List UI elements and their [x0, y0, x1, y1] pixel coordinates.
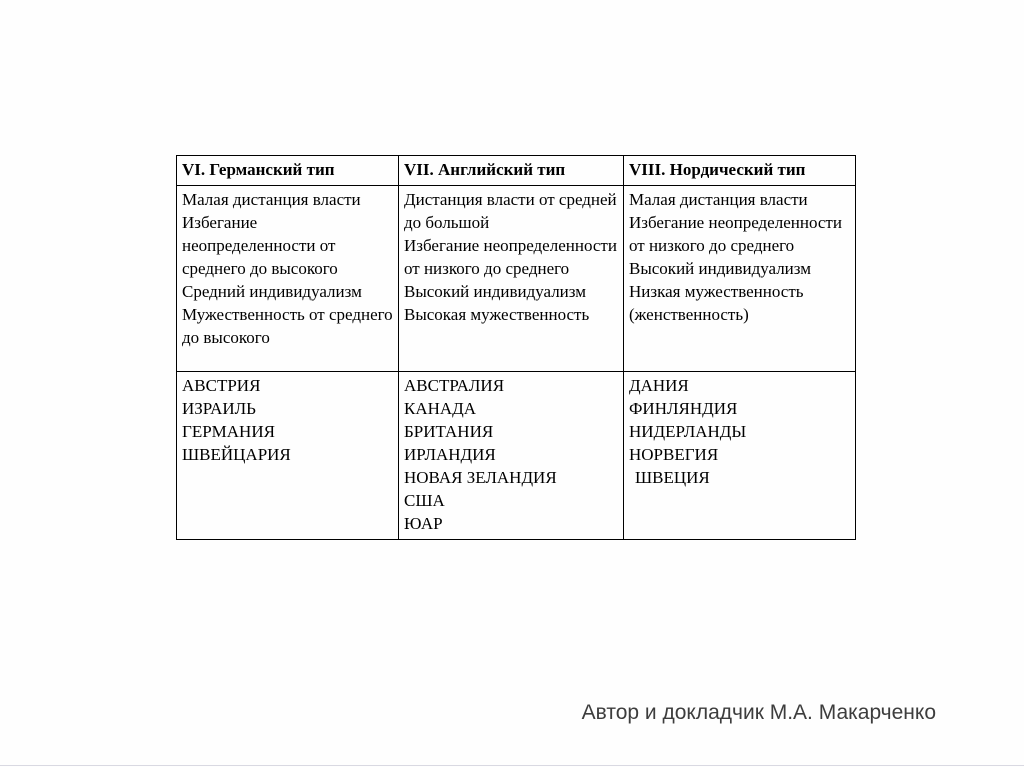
author-credit: Автор и докладчик М.А. Макарченко	[581, 701, 936, 724]
slide-bottom-border	[0, 765, 1024, 766]
country-line: АВСТРИЯ	[182, 376, 261, 395]
country-line: НОРВЕГИЯ	[629, 445, 719, 464]
characteristic-line: Малая дистанция власти	[182, 190, 361, 209]
cell-germanic-characteristics	[177, 186, 399, 372]
characteristic-line: Мужественность от среднего до высокого	[182, 305, 393, 347]
cell-english-characteristics	[399, 186, 624, 372]
characteristic-line: Избегание неопределенности от низкого до среднего	[629, 213, 842, 255]
header-cell-germanic: VI. Германский тип	[177, 156, 399, 186]
header-cell-english: VII. Английский тип	[399, 156, 624, 186]
country-line: ГЕРМАНИЯ	[182, 422, 275, 441]
cell-nordic-countries	[624, 372, 856, 540]
country-line: НИДЕРЛАНДЫ	[629, 422, 747, 441]
country-line: ЮАР	[404, 514, 443, 533]
country-line: ДАНИЯ	[629, 376, 689, 395]
characteristic-line: Избегание неопределенности от среднего до высокого	[182, 213, 338, 278]
characteristic-line: Средний индивидуализм	[182, 282, 362, 301]
culture-types-table	[176, 155, 856, 540]
country-line: ИЗРАИЛЬ	[182, 399, 256, 418]
country-line: АВСТРАЛИЯ	[404, 376, 505, 395]
country-line: ШВЕЙЦАРИЯ	[182, 445, 291, 464]
country-line: ИРЛАНДИЯ	[404, 445, 496, 464]
country-line: США	[404, 491, 445, 510]
characteristic-line: Низкая мужественность (женственность)	[629, 282, 804, 324]
characteristic-line: Высокий индивидуализм	[629, 259, 812, 278]
country-line: НОВАЯ ЗЕЛАНДИЯ	[404, 468, 557, 487]
countries-row	[177, 372, 856, 540]
characteristic-line: Дистанция власти от средней до большой	[404, 190, 617, 232]
characteristic-line: Избегание неопределенности от низкого до среднего	[404, 236, 617, 278]
characteristic-line: Высокий индивидуализм	[404, 282, 587, 301]
country-line: ШВЕЦИЯ	[635, 468, 710, 487]
country-line: ФИНЛЯНДИЯ	[629, 399, 738, 418]
characteristics-row	[177, 186, 856, 372]
characteristic-line: Малая дистанция власти	[629, 190, 808, 209]
cell-nordic-characteristics	[624, 186, 856, 372]
country-line: КАНАДА	[404, 399, 477, 418]
characteristic-line: Высокая мужественность	[404, 305, 590, 324]
cell-english-countries	[399, 372, 624, 540]
cell-germanic-countries	[177, 372, 399, 540]
table-header-row	[177, 156, 856, 186]
header-cell-nordic: VIII. Нордический тип	[624, 156, 856, 186]
country-line: БРИТАНИЯ	[404, 422, 494, 441]
